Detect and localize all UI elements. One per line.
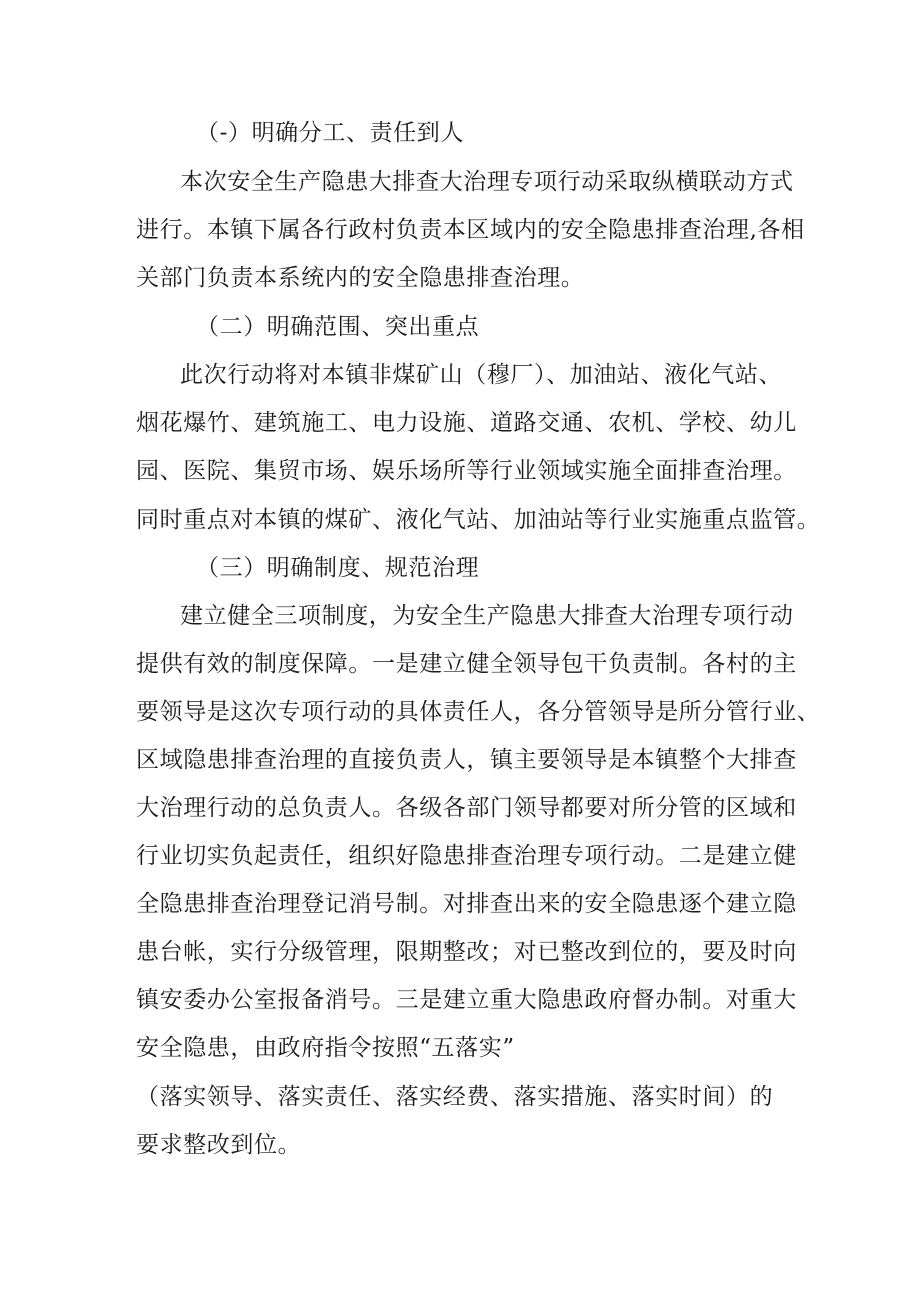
paragraph-2-line-3: 园、医院、集贸市场、娱乐场所等行业领域实施全面排查治理。 <box>136 458 797 484</box>
paragraph-1-line-3: 关部门负责本系统内的安全隐患排查治理。 <box>136 265 585 291</box>
heading-section-3: （三）明确制度、规范治理 <box>196 555 480 581</box>
paragraph-3-line-5: 大治理行动的总负责人。各级各部门领导都要对所分管的区域和 <box>136 795 797 821</box>
paragraph-3-line-7: 全隐患排查治理登记消号制。对排查出来的安全隐患逐个建立隐 <box>136 891 797 917</box>
heading-section-2: （二）明确范围、突出重点 <box>196 314 480 340</box>
paragraph-1-line-1: 本次安全生产隐患大排查大治理专项行动采取纵横联动方式 <box>180 169 794 195</box>
paragraph-2-line-1: 此次行动将对本镇非煤矿山（穆厂）、加油站、液化气站、 <box>180 362 783 388</box>
heading-section-1: （-）明确分工、责任到人 <box>196 120 464 146</box>
paragraph-3-line-1: 建立健全三项制度，为安全生产隐患大排查大治理专项行动 <box>180 603 794 629</box>
paragraph-1-line-2: 进行。本镇下属各行政村负责本区域内的安全隐患排查治理,各相 <box>136 217 805 243</box>
paragraph-3-line-6: 行业切实负起责任，组织好隐患排查治理专项行动。二是建立健 <box>136 843 797 869</box>
paragraph-3-line-4: 区域隐患排查治理的直接负责人，镇主要领导是本镇整个大排查 <box>136 747 797 773</box>
paragraph-3-line-10: 安全隐患，由政府指令按照“五落实” <box>136 1035 515 1061</box>
paragraph-3-line-11: （落实领导、落实责任、落实经费、落实措施、落实时间）的 <box>136 1084 774 1110</box>
paragraph-3-line-12: 要求整改到位。 <box>136 1132 302 1158</box>
paragraph-2-line-4: 同时重点对本镇的煤矿、液化气站、加油站等行业实施重点监管。 <box>136 507 821 533</box>
paragraph-3-line-8: 患台帐，实行分级管理，限期整改；对已整改到位的，要及时向 <box>136 939 797 965</box>
paragraph-3-line-9: 镇安委办公室报备消号。三是建立重大隐患政府督办制。对重大 <box>136 987 797 1013</box>
paragraph-3-line-2: 提供有效的制度保障。一是建立健全领导包干负责制。各村的主 <box>136 651 797 677</box>
paragraph-3-line-3: 要领导是这次专项行动的具体责任人，各分管领导是所分管行业、 <box>136 699 821 725</box>
paragraph-2-line-2: 烟花爆竹、建筑施工、电力设施、道路交通、农机、学校、幼儿 <box>136 410 797 436</box>
